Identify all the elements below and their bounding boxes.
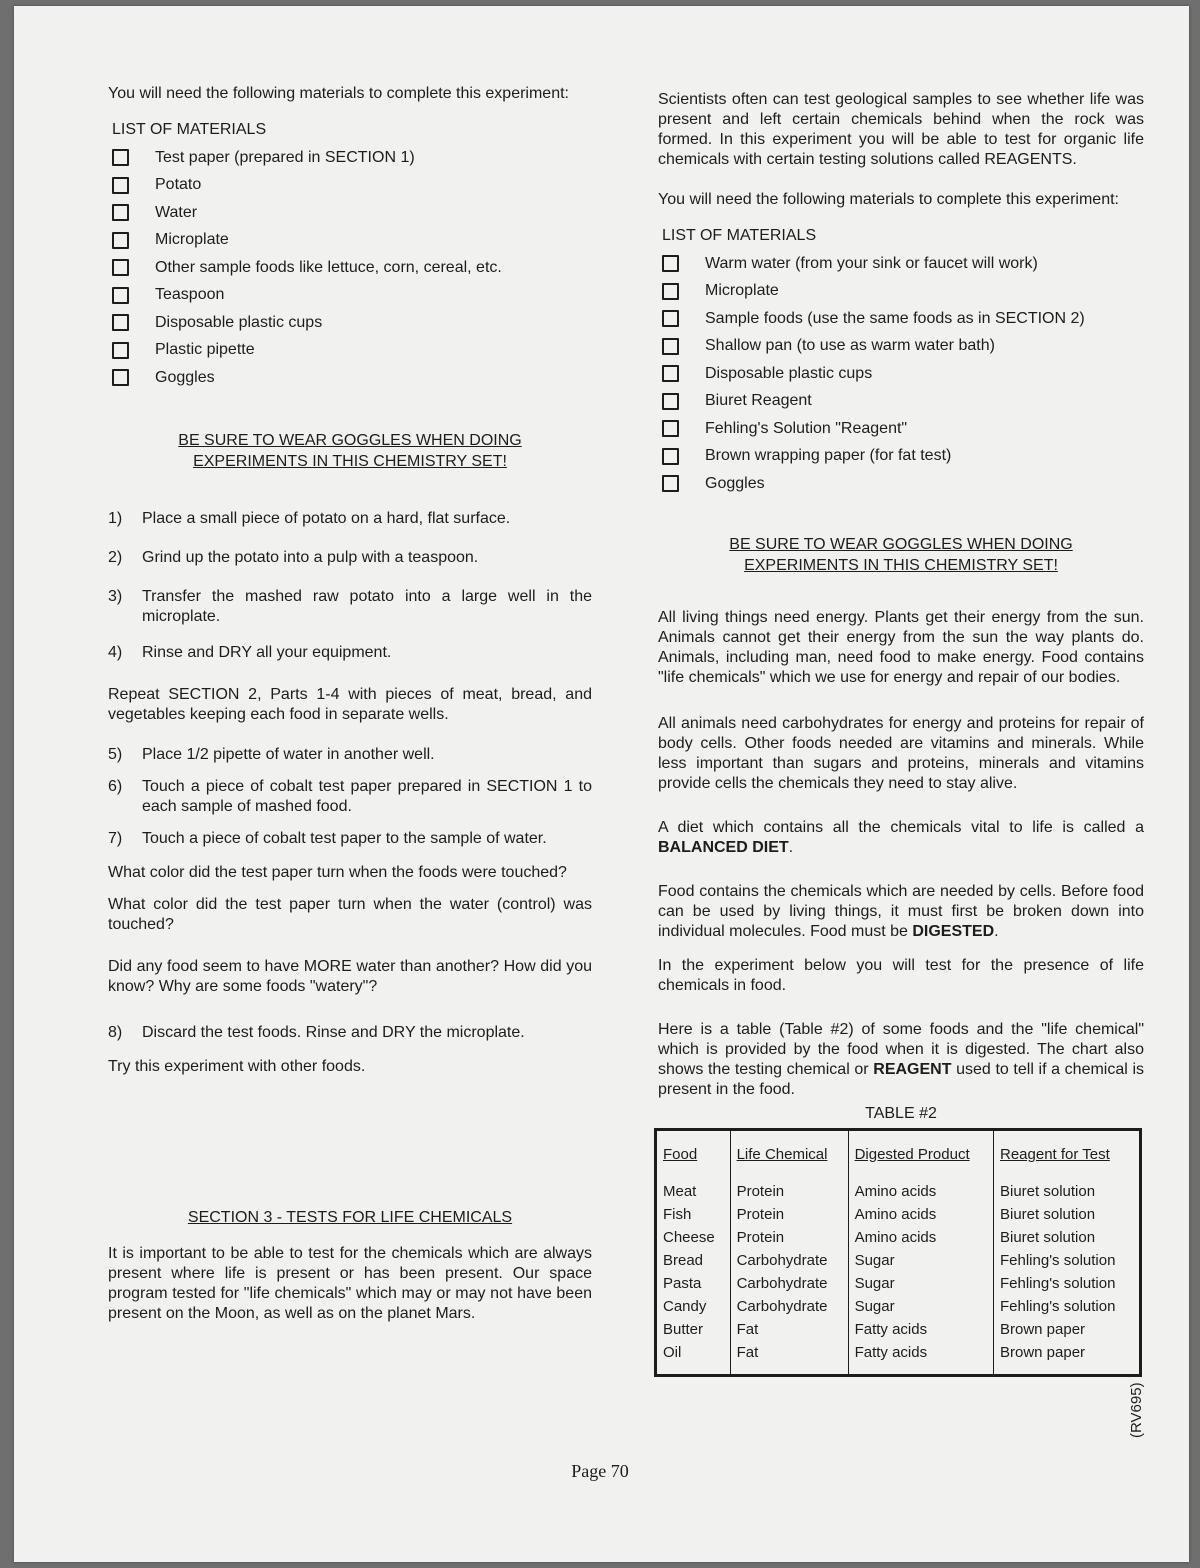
table-cell: Biuret solution bbox=[994, 1226, 1141, 1249]
table-row bbox=[656, 1318, 1141, 1341]
table-title: TABLE #2 bbox=[865, 1104, 937, 1122]
table-cell: Sugar bbox=[848, 1295, 993, 1318]
right-materials-list bbox=[658, 250, 1144, 498]
material-item: Shallow pan (to use as warm water bath) bbox=[662, 333, 1144, 361]
checkbox-icon bbox=[112, 232, 129, 249]
material-item: Disposable plastic cups bbox=[662, 360, 1144, 388]
energy-paragraph: All living things need energy. Plants get their energy from the sun. Animals cannot get their energy from the sun the way plants do. Animals, including man, need food to make energy. Food contains "life chemicals" which we use for energy and repair of our bodies. bbox=[658, 608, 1144, 686]
section-3-text: It is important to be able to test for the chemicals which are always present where life is present or has been present. Our space program tested for "life chemicals" which may or may not have been present on the Moon, as well as on the planet Mars. bbox=[108, 1244, 592, 1322]
table-cell: Protein bbox=[730, 1203, 848, 1226]
table-cell: Meat bbox=[663, 1182, 697, 1200]
right-goggles-warning: BE SURE TO WEAR GOGGLES WHEN DOING EXPERIMENTS IN THIS CHEMISTRY SET! bbox=[729, 535, 1073, 574]
material-item: Microplate bbox=[662, 278, 1144, 306]
table-row bbox=[656, 1226, 1141, 1249]
left-goggles-warning: BE SURE TO WEAR GOGGLES WHEN DOING EXPERIMENTS IN THIS CHEMISTRY SET! bbox=[178, 431, 522, 470]
material-item: Fehling's Solution "Reagent" bbox=[662, 415, 1144, 443]
checkbox-icon bbox=[662, 475, 679, 492]
table-cell: Protein bbox=[730, 1180, 848, 1203]
left-list-heading: LIST OF MATERIALS bbox=[112, 121, 267, 138]
table-cell: Fatty acids bbox=[848, 1341, 993, 1376]
checkbox-icon bbox=[112, 177, 129, 194]
table-header: Digested Product bbox=[848, 1129, 993, 1180]
table-cell: Butter bbox=[663, 1320, 704, 1338]
step-item: 2) Grind up the potato into a pulp with a teaspoon. bbox=[108, 548, 479, 566]
digested-paragraph: Food contains the chemicals which are needed by cells. Before food can be used by living things, it must first be broken down into individual molecules. Food must be DIGESTED. bbox=[658, 882, 1144, 940]
right-need-materials: You will need the following materials to complete this experiment: bbox=[658, 191, 1119, 208]
checkbox-icon bbox=[112, 259, 129, 276]
table-cell: Brown paper bbox=[994, 1318, 1141, 1341]
section-3-title: SECTION 3 - TESTS FOR LIFE CHEMICALS bbox=[187, 1208, 513, 1226]
table-header: Food bbox=[663, 1145, 698, 1163]
table-cell: Fehling's solution bbox=[994, 1272, 1141, 1295]
material-item: Warm water (from your sink or faucet will work) bbox=[662, 250, 1144, 278]
checkbox-icon bbox=[662, 448, 679, 465]
step-item: 5) Place 1/2 pipette of water in another well. bbox=[108, 745, 435, 763]
left-intro: You will need the following materials to complete this experiment: bbox=[108, 85, 569, 102]
table-cell: Brown paper bbox=[994, 1341, 1141, 1376]
material-item: Teaspoon bbox=[112, 282, 592, 310]
checkbox-icon bbox=[662, 393, 679, 410]
table-cell: Fat bbox=[730, 1318, 848, 1341]
try-other-foods: Try this experiment with other foods. bbox=[108, 1057, 366, 1075]
question-water-color: What color did the test paper turn when the water (control) was touched? bbox=[108, 895, 592, 933]
table-cell: Amino acids bbox=[848, 1226, 993, 1249]
carbohydrates-paragraph: All animals need carbohydrates for energy and proteins for repair of body cells. Other foods needed are vitamins and minerals. While less important than sugars and proteins, minerals and vitamins provide cells the chemicals they need to stay alive. bbox=[658, 714, 1144, 792]
question-foods-color: What color did the test paper turn when the foods were touched? bbox=[108, 863, 567, 881]
right-intro-paragraph: Scientists often can test geological samples to see whether life was present and left certain chemicals behind when the rock was formed. In this experiment you will be able to test for organic life chemicals with certain testing solutions called REAGENTS. bbox=[658, 91, 1144, 168]
checkbox-icon bbox=[662, 310, 679, 327]
table-row bbox=[656, 1272, 1141, 1295]
step-item: 4) Rinse and DRY all your equipment. bbox=[108, 643, 392, 661]
table-cell: Fatty acids bbox=[848, 1318, 993, 1341]
checkbox-icon bbox=[662, 338, 679, 355]
table-cell: Carbohydrate bbox=[730, 1272, 848, 1295]
right-column bbox=[658, 90, 1144, 1377]
material-item: Plastic pipette bbox=[112, 337, 592, 365]
material-item: Brown wrapping paper (for fat test) bbox=[662, 443, 1144, 471]
table-cell: Fehling's solution bbox=[994, 1249, 1141, 1272]
right-list-heading: LIST OF MATERIALS bbox=[662, 227, 817, 244]
step-item: 6) Touch a piece of cobalt test paper prepared in SECTION 1 to each sample of mashed food. bbox=[108, 777, 592, 815]
table-cell: Sugar bbox=[848, 1272, 993, 1295]
table-cell: Biuret solution bbox=[994, 1180, 1141, 1203]
table-cell: Amino acids bbox=[848, 1203, 993, 1226]
table-row bbox=[656, 1341, 1141, 1376]
checkbox-icon bbox=[112, 369, 129, 386]
table-row bbox=[656, 1180, 1141, 1203]
checkbox-icon bbox=[112, 314, 129, 331]
left-column bbox=[108, 84, 592, 1324]
table-cell: Amino acids bbox=[848, 1180, 993, 1203]
table-cell: Oil bbox=[663, 1343, 682, 1361]
material-item: Other sample foods like lettuce, corn, cereal, etc. bbox=[112, 254, 592, 282]
table-cell: Cheese bbox=[663, 1228, 715, 1246]
table-row bbox=[656, 1249, 1141, 1272]
table-header: Reagent for Test bbox=[994, 1129, 1141, 1180]
checkbox-icon bbox=[112, 204, 129, 221]
table-intro-paragraph: Here is a table (Table #2) of some foods and the "life chemical" which is provided by the food when it is digested. The chart also shows the testing chemical or REAGENT used to tell if a chemical is present in the food. bbox=[658, 1020, 1144, 1098]
repeat-instructions: Repeat SECTION 2, Parts 1-4 with pieces of meat, bread, and vegetables keeping each food in separate wells. bbox=[108, 685, 592, 723]
material-item: Biuret Reagent bbox=[662, 388, 1144, 416]
left-materials-list bbox=[108, 144, 592, 392]
table-cell: Pasta bbox=[663, 1274, 702, 1292]
page-number: Page 70 bbox=[571, 1461, 629, 1481]
material-item: Sample foods (use the same foods as in SECTION 2) bbox=[662, 305, 1144, 333]
material-item: Water bbox=[112, 199, 592, 227]
material-item: Goggles bbox=[662, 470, 1144, 498]
table-cell: Carbohydrate bbox=[730, 1249, 848, 1272]
table-header: Life Chemical bbox=[730, 1129, 848, 1180]
table-row bbox=[656, 1295, 1141, 1318]
table-cell: Fish bbox=[663, 1205, 692, 1223]
document-code: (RV695) bbox=[1128, 1382, 1145, 1438]
table-cell: Biuret solution bbox=[994, 1203, 1141, 1226]
step-item: 1) Place a small piece of potato on a hard, flat surface. bbox=[108, 509, 511, 527]
table-cell: Fat bbox=[730, 1341, 848, 1376]
table-cell: Sugar bbox=[848, 1249, 993, 1272]
test-presence-paragraph: In the experiment below you will test for the presence of life chemicals in food. bbox=[658, 956, 1144, 994]
checkbox-icon bbox=[662, 283, 679, 300]
foods-table bbox=[654, 1128, 1142, 1377]
table-cell: Fehling's solution bbox=[994, 1295, 1141, 1318]
checkbox-icon bbox=[662, 420, 679, 437]
material-item: Test paper (prepared in SECTION 1) bbox=[112, 144, 592, 172]
checkbox-icon bbox=[112, 149, 129, 166]
material-item: Microplate bbox=[112, 227, 592, 255]
table-cell: Carbohydrate bbox=[730, 1295, 848, 1318]
question-more-water: Did any food seem to have MORE water than another? How did you know? Why are some foods "watery"? bbox=[108, 957, 592, 995]
checkbox-icon bbox=[112, 287, 129, 304]
checkbox-icon bbox=[662, 255, 679, 272]
material-item: Potato bbox=[112, 172, 592, 200]
step-item: 8) Discard the test foods. Rinse and DRY the microplate. bbox=[108, 1023, 525, 1041]
table-row bbox=[656, 1203, 1141, 1226]
material-item: Goggles bbox=[112, 364, 592, 392]
table-cell: Candy bbox=[663, 1297, 707, 1315]
table-cell: Protein bbox=[730, 1226, 848, 1249]
table-cell: Bread bbox=[663, 1251, 704, 1269]
step-item: 7) Touch a piece of cobalt test paper to the sample of water. bbox=[108, 829, 547, 847]
checkbox-icon bbox=[112, 342, 129, 359]
step-item: 3) Transfer the mashed raw potato into a large well in the microplate. bbox=[108, 587, 592, 625]
checkbox-icon bbox=[662, 365, 679, 382]
table-header-row bbox=[656, 1129, 1141, 1180]
material-item: Disposable plastic cups bbox=[112, 309, 592, 337]
balanced-diet-paragraph: A diet which contains all the chemicals vital to life is called a BALANCED DIET. bbox=[658, 818, 1144, 856]
